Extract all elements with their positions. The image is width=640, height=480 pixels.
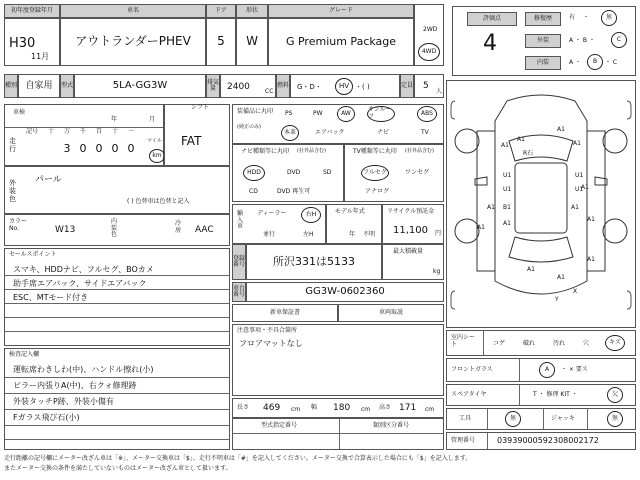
diagram-mark: U1 (503, 172, 512, 179)
inspector-line: Fガラス飛び石(小) (13, 413, 80, 422)
capacity-unit: 人 (436, 88, 443, 95)
diagram-mark: U1 (503, 186, 512, 193)
mileage-digit: 0 (127, 142, 135, 155)
width-label: 幅 (311, 404, 318, 411)
shift-label: シフト (191, 104, 210, 111)
fuel-cell (290, 74, 400, 98)
footer-line-2: またメーター交換の条件を満たしていないものはメーター改ざん車として扱います。 (4, 465, 232, 472)
mileage-digit: 0 (95, 142, 103, 155)
repair-sep: ・ (583, 14, 590, 21)
color-label: 外装色 (9, 179, 16, 204)
management-label: 管理番号 (451, 437, 476, 444)
reg-no-value: 所沢331は5133 (246, 244, 382, 280)
recycle-box (382, 204, 444, 244)
model-year-year: 年 (349, 231, 356, 238)
model-year-label: モデル年式 (335, 208, 365, 215)
mileage-unit-km: km (149, 149, 165, 163)
mileage-header: 記号 (25, 128, 38, 135)
diagram-mark: U1 (575, 172, 584, 179)
seat-option: コゲ (493, 340, 506, 347)
management-box (446, 432, 636, 450)
car-diagram (447, 81, 635, 327)
tools-box (446, 408, 636, 430)
diagram-mark: R石 (523, 150, 534, 157)
first-reg-year: H30 (9, 36, 36, 51)
diagram-mark: Y (555, 296, 559, 303)
first-reg-label: 初年度登録年月 (4, 4, 60, 18)
category-label: 種別 (4, 74, 18, 98)
sales-points-box (4, 248, 230, 346)
navi-box (232, 144, 344, 202)
displacement-unit: CC (265, 88, 274, 95)
fuel-label: 燃料 (276, 74, 290, 98)
recycle-value: 11,100 (393, 225, 428, 236)
ac-value: AAC (195, 225, 214, 235)
inspection-month: 月 (149, 116, 156, 123)
interior-c: ・ C (605, 59, 618, 66)
front-glass-box (446, 358, 636, 382)
capacity-cell (414, 74, 444, 98)
capacity-label: 定員 (400, 74, 414, 98)
exterior-selected: C (611, 32, 627, 48)
tv-sub-label: (社外品含む) (405, 148, 434, 154)
import-right-hand: 右H (301, 207, 321, 223)
width-unit: cm (361, 406, 371, 413)
import-dealer: ディーラー (257, 210, 287, 217)
displacement: 2400 (227, 82, 250, 92)
drive-cell (414, 4, 444, 66)
diagram-mark: A1 (573, 140, 581, 147)
ac-label: 冷房 (175, 220, 182, 234)
spare-tire-options: T ・ 修理 KIT ・ (533, 391, 578, 398)
first-reg-cell (4, 18, 60, 66)
diagram-mark: A1 (503, 220, 511, 227)
body-type-label: 形状 (236, 4, 268, 18)
equipment-box (232, 104, 444, 144)
diagram-mark: A1 (587, 256, 595, 263)
navi-cd: CD (249, 188, 258, 195)
navi-label: ナビ種類等に丸印 (241, 148, 290, 155)
seat-label: 室内シート (451, 334, 476, 348)
seat-selected: キズ (605, 335, 625, 351)
interior-a: A ・ (569, 59, 582, 66)
diagram-mark: U1 (575, 186, 584, 193)
diagram-mark: A1 (581, 184, 589, 191)
displacement-label: 排気量 (206, 74, 220, 98)
max-load-label: 最大積載量 (393, 248, 424, 255)
diagram-mark: A1 (587, 216, 595, 223)
interior-label: 内装 (525, 56, 561, 70)
equipment-airbag: エアバック (315, 129, 345, 136)
dims-box (232, 398, 444, 418)
color-value: パール (35, 175, 62, 185)
chassis-label: 車台番号 (232, 282, 246, 302)
spare-tire-label: スペアタイヤ (451, 391, 487, 398)
model-label: 型式 (60, 74, 74, 98)
spare-tire-box (446, 384, 636, 406)
seat-option: 汚れ (553, 340, 566, 347)
diagram-mark: A1 (571, 204, 579, 211)
seat-box (446, 330, 636, 356)
fuel-options: G・D・ (297, 83, 322, 91)
reg-no-label: 登録番号 (232, 244, 246, 280)
color-code-value: W13 (55, 225, 76, 235)
equipment-sub-label: (純正のみ) (237, 124, 261, 130)
length-value: 469 (263, 403, 281, 413)
exterior-label: 外装 (525, 34, 561, 48)
mileage-header: 百 (95, 128, 102, 135)
sales-point-line: スマキ、HDDナビ、フルセグ、BOカメ (13, 265, 154, 274)
inspection-box (4, 104, 164, 166)
import-left-hand: 左H (303, 231, 314, 238)
footer-line-1: 走行距離の記号欄にメーター改ざん車は「※」、メーター交換車は「$」、走行不明車は「#」を記入してください。メーター交換で合算表示した場合にも「$」を記入します。 (4, 455, 472, 462)
equipment-leather: 本革 (281, 125, 299, 141)
diagram-mark: A1 (477, 224, 485, 231)
length-unit: cm (291, 406, 301, 413)
spare-tire-selected: 欠 (607, 387, 623, 403)
sales-points-label: セールスポイント (9, 251, 57, 258)
height-value: 171 (399, 403, 417, 413)
mileage-header: 十 (47, 128, 54, 135)
mileage-digit: 0 (111, 142, 119, 155)
grade-label: グレード (268, 4, 414, 18)
notes-box (232, 324, 444, 396)
chassis-value: GG3W-0602360 (246, 282, 444, 302)
mileage-label: 走行 (9, 137, 16, 154)
drive-4wd: 4WD (418, 43, 440, 61)
codes-box (232, 418, 444, 450)
equipment-pw: PW (313, 110, 323, 117)
mileage-digit: 0 (79, 142, 87, 155)
inspection-label: 車検 (13, 109, 26, 116)
recycle-label: リサイクル預託金 (387, 208, 435, 215)
doors: 5 (206, 18, 236, 66)
mileage-headers (21, 129, 141, 137)
doors-label: ドア (206, 4, 236, 18)
diagram-mark: A1 (501, 142, 509, 149)
length-label: 長さ (237, 404, 250, 411)
seat-option: 穴 (583, 340, 590, 347)
car-name: アウトランダーPHEV (60, 18, 206, 66)
height-unit: cm (425, 406, 435, 413)
color-code-box (4, 214, 230, 246)
first-reg-month: 11月 (31, 52, 50, 61)
front-glass-label: フロントガラス (451, 366, 493, 373)
body-type: W (236, 18, 268, 66)
fuel-selected: HV (335, 78, 353, 95)
navi-dvd-play: DVD 再生可 (277, 188, 311, 195)
recycle-unit: 円 (435, 230, 442, 237)
inspector-line: ピラー内張りA(中)、右クォ修理跡 (13, 381, 137, 390)
diagram-mark: A1 (517, 136, 525, 143)
tv-oneseg: ワンセグ (405, 169, 430, 176)
equipment-abs: ABS (417, 106, 437, 122)
front-glass-selected: A (539, 362, 555, 378)
repair-no: 無 (601, 10, 617, 26)
score-label: 評価点 (467, 12, 517, 26)
inspection-year: 年 (111, 116, 118, 123)
car-diagram-box (446, 80, 636, 328)
shift-value: FAT (181, 134, 202, 148)
diagram-mark: A1 (527, 266, 535, 273)
drive-2wd: 2WD (423, 26, 438, 33)
navi-hdd: HDD (243, 165, 265, 181)
max-load-box (382, 244, 444, 280)
tv-label: TV種類等に丸印 (353, 148, 397, 155)
model: 5LA-GG3W (74, 74, 206, 98)
diagram-mark: A1 (557, 126, 565, 133)
score-value: 4 (483, 31, 497, 56)
jack-value: 無 (607, 411, 623, 427)
mileage-digits (59, 143, 145, 159)
color-code-label: カラー No. (9, 218, 28, 232)
grade: G Premium Package (268, 18, 414, 66)
mileage-header: 一 (127, 128, 134, 135)
inspector-label: 検査記入欄 (9, 351, 40, 358)
mileage-header: 十 (111, 128, 118, 135)
width-value: 180 (333, 403, 351, 413)
exterior-grades: A ・ B ・ (569, 37, 595, 44)
diagram-mark: X (573, 288, 578, 295)
equipment-tv: TV (421, 129, 429, 136)
repair-label: 修復歴 (525, 12, 561, 26)
sales-point-line: 助手席エアバック、サイドエアバック (13, 279, 147, 288)
diagram-mark: B1 (503, 204, 511, 211)
tv-analog: アナログ (365, 188, 390, 195)
capacity: 5 (423, 81, 429, 91)
tv-fullseg: フルセグ (361, 165, 389, 181)
fuel-other: ・( ) (355, 83, 370, 91)
navi-sub-label: (社外品含む) (297, 148, 326, 154)
notes-label: 注意事項・不具合箇所 (237, 327, 298, 334)
interior-selected: B (587, 54, 603, 70)
mileage-unit-mile: マイル (147, 138, 162, 144)
navi-sd: SD (323, 169, 332, 176)
model-year-box (326, 204, 382, 244)
notes-line: フロアマットなし (239, 339, 303, 348)
shift-box (164, 104, 230, 166)
import-label: 輸入車 (237, 210, 244, 231)
inspector-line: 外装タッチP跡、外装小傷有 (13, 397, 114, 406)
interior-color-label: 内装色 (111, 218, 118, 239)
import-parallel: 並行 (263, 231, 276, 238)
seat-option: 破れ (523, 340, 536, 347)
import-box (232, 204, 326, 244)
equipment-sunroof: サンルーフ (367, 106, 395, 122)
diagram-mark: A1 (487, 204, 495, 211)
tools-value: 無 (505, 411, 521, 427)
type-designation-label: 型式指定番号 (261, 422, 298, 429)
mileage-header: 千 (79, 128, 86, 135)
mileage-digit: 3 (63, 142, 71, 155)
max-load-unit: kg (433, 268, 441, 275)
category: 自家用 (18, 74, 60, 98)
mileage-header: 万 (63, 128, 70, 135)
score-box (452, 6, 636, 76)
displacement-cell (220, 74, 276, 98)
manual: 車両取説 (338, 304, 444, 322)
color-note: ( ) 色替車は色替と記入 (127, 198, 190, 205)
tv-box (344, 144, 444, 202)
model-year-unknown: 不明 (363, 231, 376, 238)
height-label: 高さ (379, 404, 392, 411)
sales-point-line: ESC、MTモード付き (13, 293, 89, 302)
management-value: 03939000592308002172 (497, 436, 599, 445)
new-car-warranty: 新車保証書 (232, 304, 338, 322)
category-code-label: 類別区分番号 (373, 422, 410, 429)
color-box (4, 166, 230, 214)
inspector-box (4, 348, 230, 450)
car-name-label: 車名 (60, 4, 206, 18)
equipment-navi: ナビ (377, 129, 390, 136)
equipment-label: 装備品に丸印 (237, 108, 274, 115)
tools-label: 工具 (459, 415, 472, 422)
front-glass-rest: ・ × 要ス (561, 366, 588, 373)
inspector-line: 運転席わきしわ(中)、ハンドル擦れ(小) (13, 365, 154, 374)
equipment-aw: AW (337, 106, 355, 122)
diagram-mark: A1 (557, 274, 565, 281)
jack-label: ジャッキ (551, 415, 575, 422)
navi-dvd: DVD (287, 169, 301, 176)
equipment-ps: PS (285, 110, 293, 117)
repair-yes: 有 (569, 14, 576, 21)
